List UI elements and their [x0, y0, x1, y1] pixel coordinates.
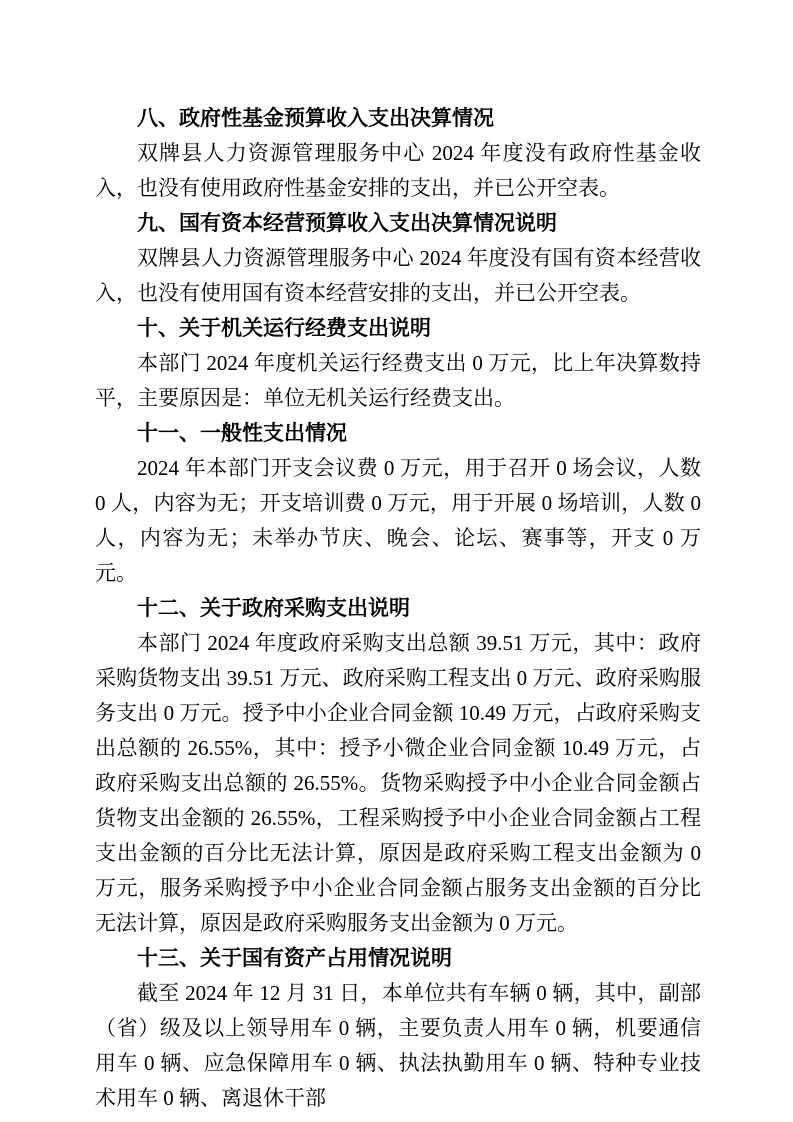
section-paragraph: 双牌县人力资源管理服务中心 2024 年度没有国有资本经营收入，也没有使用国有资本经营安排的支出，并已公开空表。 — [95, 246, 701, 305]
section-heading: 十一、一般性支出情况 — [137, 421, 347, 445]
section-gov-fund-budget — [95, 101, 701, 206]
section-heading: 八、政府性基金预算收入支出决算情况 — [137, 106, 494, 130]
section-paragraph: 本部门 2024 年度机关运行经费支出 0 万元，比上年决算数持平，主要原因是：单位无机关运行经费支出。 — [95, 351, 701, 410]
section-agency-operating-expense — [95, 311, 701, 416]
section-state-capital-budget — [95, 206, 701, 311]
section-heading: 九、国有资本经营预算收入支出决算情况说明 — [137, 211, 557, 235]
section-general-expenditure — [95, 416, 701, 591]
section-paragraph: 本部门 2024 年度政府采购支出总额 39.51 万元，其中：政府采购货物支出 39.51 万元、政府采购工程支出 0 万元、政府采购服务支出 0 万元。授予中小企业合同金额 10.49 万元，占政府采购支出总额的 26.55%，其中：授予小微企业合同金额 10.49 万元，占政府采购支出总额的 26.55%。货物采购授予中小企业合同金额占货物支出金额的 26.55%，工程采购授予中小企业合同金额占工程支出金额的百分比无法计算，原因是政府采购工程支出金额为 0 万元，服务采购授予中小企业合同金额占服务支出金额的百分比无法计算，原因是政府采购服务支出金额为 0 万元。 — [95, 631, 701, 935]
section-heading: 十二、关于政府采购支出说明 — [137, 596, 410, 620]
section-gov-procurement — [95, 591, 701, 941]
section-paragraph: 双牌县人力资源管理服务中心 2024 年度没有政府性基金收入，也没有使用政府性基金安排的支出，并已公开空表。 — [95, 141, 701, 200]
section-heading: 十、关于机关运行经费支出说明 — [137, 316, 431, 340]
section-state-asset-occupancy — [95, 941, 701, 1116]
section-heading: 十三、关于国有资产占用情况说明 — [137, 946, 452, 970]
section-paragraph: 2024 年本部门开支会议费 0 万元，用于召开 0 场会议，人数 0 人，内容为无；开支培训费 0 万元，用于开展 0 场培训，人数 0 人，内容为无；未举办节庆、晚会、论坛、赛事等，开支 0 万元。 — [95, 456, 701, 585]
section-paragraph: 截至 2024 年 12 月 31 日，本单位共有车辆 0 辆，其中，副部（省）级及以上领导用车 0 辆，主要负责人用车 0 辆，机要通信用车 0 辆、应急保障用车 0 辆、执法执勤用车 0 辆、特种专业技术用车 0 辆、离退休干部 — [95, 981, 701, 1110]
